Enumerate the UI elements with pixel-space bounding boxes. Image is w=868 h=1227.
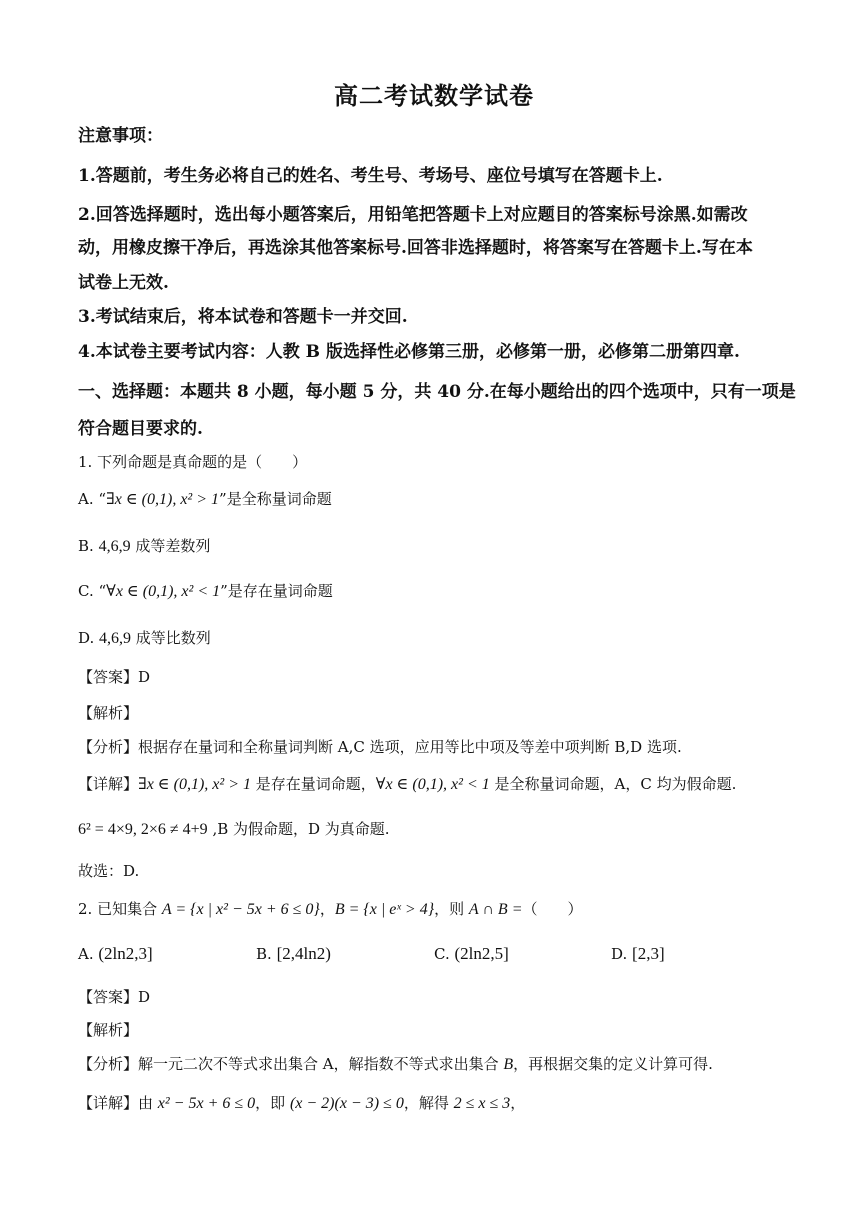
question-2-detail: 【详解】由 x² − 5x + 6 ≤ 0，即 (x − 2)(x − 3) ≤ 0，解得 2 ≤ x ≤ 3， bbox=[78, 1094, 526, 1112]
question-1-option-b: B. 4,6,9 成等差数列 bbox=[78, 537, 211, 555]
question-1-detail-cont: 6² = 4×9, 2×6 ≠ 4+9 ,B 为假命题，D 为真命题. bbox=[78, 820, 390, 838]
math: 6² = 4×9, 2×6 ≠ 4+9 bbox=[78, 821, 208, 838]
question-2-fenxi: 【分析】解一元二次不等式求出集合 A，解指数不等式求出集合 B，再根据交集的定义计算可得. bbox=[78, 1055, 713, 1073]
question-1-option-d: D. 4,6,9 成等比数列 bbox=[78, 629, 211, 647]
question-2-analysis-label: 【解析】 bbox=[78, 1021, 139, 1039]
question-1-analysis-label: 【解析】 bbox=[78, 704, 139, 722]
notice-item-2-cont: 动，用橡皮擦干净后，再选涂其他答案标号.回答非选择题时，将答案写在答题卡上.写在本 bbox=[78, 238, 753, 258]
notice-item-3: 3.考试结束后，将本试卷和答题卡一并交回. bbox=[78, 307, 408, 327]
math: (x − 2)(x − 3) ≤ 0 bbox=[289, 1095, 404, 1112]
question-2-option-b: B. [2,4ln2) bbox=[256, 944, 331, 963]
math: ∃x ∈ (0,1), x² > 1 bbox=[106, 491, 220, 508]
math: (2ln2,3] bbox=[98, 944, 153, 963]
question-1-detail: 【详解】∃x ∈ (0,1), x² > 1 是存在量词命题，∀x ∈ (0,1), x² < 1 是全称量词命题，A，C 均为假命题. bbox=[78, 775, 737, 793]
notice-item-1: 1.答题前，考生务必将自己的姓名、考生号、考场号、座位号填写在答题卡上. bbox=[78, 166, 663, 186]
question-2-stem: 2. 已知集合 A = {x | x² − 5x + 6 ≤ 0}，B = {x | eˣ > 4}，则 A ∩ B =（ ） bbox=[78, 900, 583, 918]
question-1-conclusion: 故选：D. bbox=[78, 862, 140, 880]
page-title: 高二考试数学试卷 bbox=[334, 81, 534, 110]
notice-item-2: 2.回答选择题时，选出每小题答案后，用铅笔把答题卡上对应题目的答案标号涂黑.如需改 bbox=[78, 205, 748, 225]
math: [2,4ln2) bbox=[276, 944, 331, 963]
question-1-fenxi: 【分析】根据存在量词和全称量词判断 A,C 选项，应用等比中项及等差中项判断 B,D 选项. bbox=[78, 738, 682, 756]
question-1-option-a: A. “∃x ∈ (0,1), x² > 1”是全称量词命题 bbox=[78, 490, 332, 508]
math: B bbox=[503, 1056, 514, 1073]
question-1-stem: 1. 下列命题是真命题的是（ ） bbox=[78, 453, 308, 471]
section-heading-cont: 符合题目要求的. bbox=[78, 419, 203, 439]
math: ∃x ∈ (0,1), x² > 1 bbox=[138, 776, 251, 793]
question-1-option-c: C. “∀x ∈ (0,1), x² < 1”是存在量词命题 bbox=[78, 582, 333, 600]
notice-heading: 注意事项： bbox=[78, 126, 163, 146]
notice-item-4: 4.本试卷主要考试内容：人教 B 版选择性必修第三册，必修第一册，必修第二册第四章. bbox=[78, 342, 740, 362]
question-2-option-c: C. (2ln2,5] bbox=[434, 944, 509, 963]
question-2-answer: 【答案】D bbox=[78, 988, 151, 1006]
math: 4,6,9 bbox=[98, 538, 131, 555]
math: ∀x ∈ (0,1), x² < 1 bbox=[375, 776, 490, 793]
question-2-option-d: D. [2,3] bbox=[611, 944, 665, 963]
math: A ∩ B = bbox=[468, 901, 523, 918]
math: B = {x | eˣ > 4} bbox=[334, 901, 435, 918]
math: 4,6,9 bbox=[99, 630, 132, 647]
notice-item-2-cont: 试卷上无效. bbox=[78, 273, 169, 293]
question-2-option-a: A. (2ln2,3] bbox=[78, 944, 153, 963]
math: ∀x ∈ (0,1), x² < 1 bbox=[106, 583, 221, 600]
math: A = {x | x² − 5x + 6 ≤ 0} bbox=[161, 901, 320, 918]
section-heading: 一、选择题：本题共 8 小题，每小题 5 分，共 40 分.在每小题给出的四个选项中，只有一项是 bbox=[78, 382, 796, 402]
math: [2,3] bbox=[632, 944, 665, 963]
math: 2 ≤ x ≤ 3 bbox=[453, 1095, 511, 1112]
math: x² − 5x + 6 ≤ 0 bbox=[157, 1095, 256, 1112]
question-1-answer: 【答案】D bbox=[78, 668, 151, 686]
math: (2ln2,5] bbox=[454, 944, 509, 963]
